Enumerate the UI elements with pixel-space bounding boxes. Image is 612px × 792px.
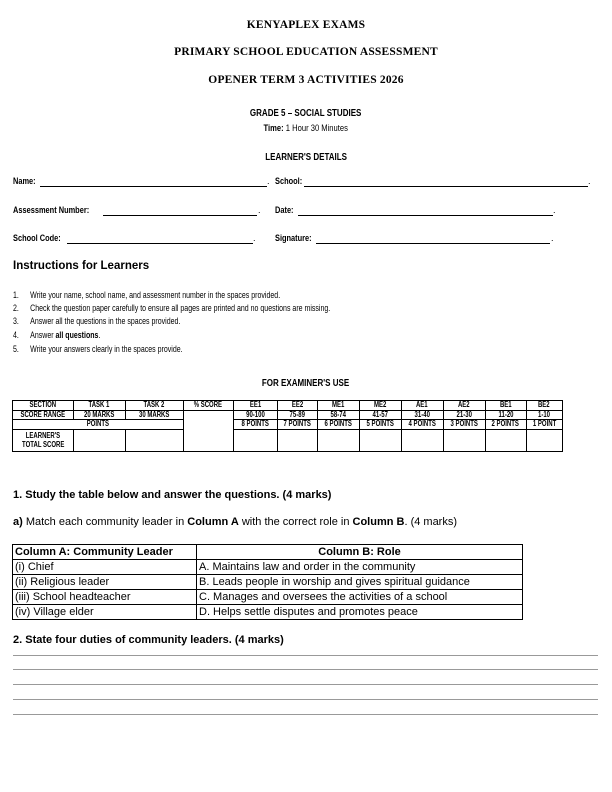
instruction-item: 1. Write your name, school name, and assessment number in the spaces provided.	[13, 290, 281, 300]
instruction-item: 3. Answer all the questions in the spaces provided.	[13, 316, 181, 326]
signature-dot: .	[551, 233, 554, 243]
matching-row: (iii) School headteacher C. Manages and oversees the activities of a school	[13, 590, 523, 605]
examiner-row-total: LEARNER'S TOTAL SCORE	[13, 429, 563, 451]
instruction-item: 2. Check the question paper carefully to ensure all pages are printed and no questions are missing.	[13, 303, 331, 313]
task1-score-cell[interactable]	[73, 429, 125, 451]
examiner-heading: FOR EXAMINER'S USE	[262, 378, 350, 389]
answer-line[interactable]	[13, 699, 598, 700]
matching-row: (iv) Village elder D. Helps settle disputes and promotes peace	[13, 605, 523, 620]
instruction-item: 4. Answer all questions.	[13, 330, 101, 340]
matching-row: (i) Chief A. Maintains law and order in the community	[13, 560, 523, 575]
question-2-title: 2. State four duties of community leaders. (4 marks)	[13, 634, 284, 646]
grade-subject: GRADE 5 – SOCIAL STUDIES	[250, 108, 362, 119]
name-label: Name:	[13, 176, 36, 187]
answer-line[interactable]	[13, 655, 598, 656]
time-label: Time:	[263, 123, 284, 134]
answer-line[interactable]	[13, 684, 598, 685]
assessment-number-field[interactable]	[103, 215, 257, 216]
school-label: School:	[275, 176, 303, 187]
examiner-heading-wrap	[0, 373, 612, 391]
question-1-title: 1. Study the table below and answer the questions. (4 marks)	[13, 489, 332, 501]
school-code-field[interactable]	[67, 243, 253, 244]
assessment-number-label: Assessment Number:	[13, 205, 90, 216]
date-field[interactable]	[298, 215, 553, 216]
answer-line[interactable]	[13, 714, 598, 715]
signature-label: Signature:	[275, 233, 312, 244]
name-field[interactable]	[40, 186, 267, 187]
column-b-header: Column B: Role	[197, 545, 523, 560]
name-dot: .	[267, 176, 270, 186]
school-field[interactable]	[304, 186, 588, 187]
instruction-item: 5. Write your answers clearly in the spaces provide.	[13, 344, 183, 354]
school-dot: .	[588, 176, 591, 186]
examiner-table	[12, 400, 563, 452]
school-code-label: School Code:	[13, 233, 61, 244]
examiner-row-section: SECTION TASK 1 TASK 2 % SCORE EE1 EE2 ME1 ME2 AE1 AE2 BE1 BE2	[13, 401, 563, 411]
org-title: KENYAPLEX EXAMS	[246, 19, 366, 31]
assessment-dot: .	[258, 205, 261, 215]
matching-table	[12, 544, 523, 620]
percent-score-cell[interactable]	[183, 410, 233, 451]
answer-line[interactable]	[13, 669, 598, 670]
examiner-row-points: POINTS 8 POINTS 7 POINTS 6 POINTS 5 POINTS 4 POINTS 3 POINTS 2 POINTS 1 POINT	[13, 420, 563, 430]
time-value: 1 Hour 30 Minutes	[286, 123, 349, 134]
date-dot: .	[553, 205, 556, 215]
term-title: OPENER TERM 3 ACTIVITIES 2026	[208, 74, 404, 86]
question-1a: a) Match each community leader in Column A with the correct role in Column B. (4 marks)	[13, 516, 458, 528]
examiner-row-score-range: SCORE RANGE 20 MARKS 30 MARKS 90-100 75-89 58-74 41-57 31-40 21-30 11-20 1-10	[13, 410, 563, 420]
assessment-title: PRIMARY SCHOOL EDUCATION ASSESSMENT	[174, 46, 438, 58]
instructions-heading: Instructions for Learners	[13, 260, 150, 272]
matching-row: (ii) Religious leader B. Leads people in worship and gives spiritual guidance	[13, 575, 523, 590]
learner-details-wrap	[0, 147, 612, 165]
learner-details-heading: LEARNER'S DETAILS	[265, 152, 347, 163]
date-label: Date:	[275, 205, 294, 216]
signature-field[interactable]	[316, 243, 550, 244]
time-line	[0, 118, 612, 136]
matching-header-row	[13, 545, 523, 560]
task2-score-cell[interactable]	[125, 429, 183, 451]
column-a-header: Column A: Community Leader	[13, 545, 197, 560]
time-text	[264, 123, 348, 134]
school-code-dot: .	[253, 233, 256, 243]
